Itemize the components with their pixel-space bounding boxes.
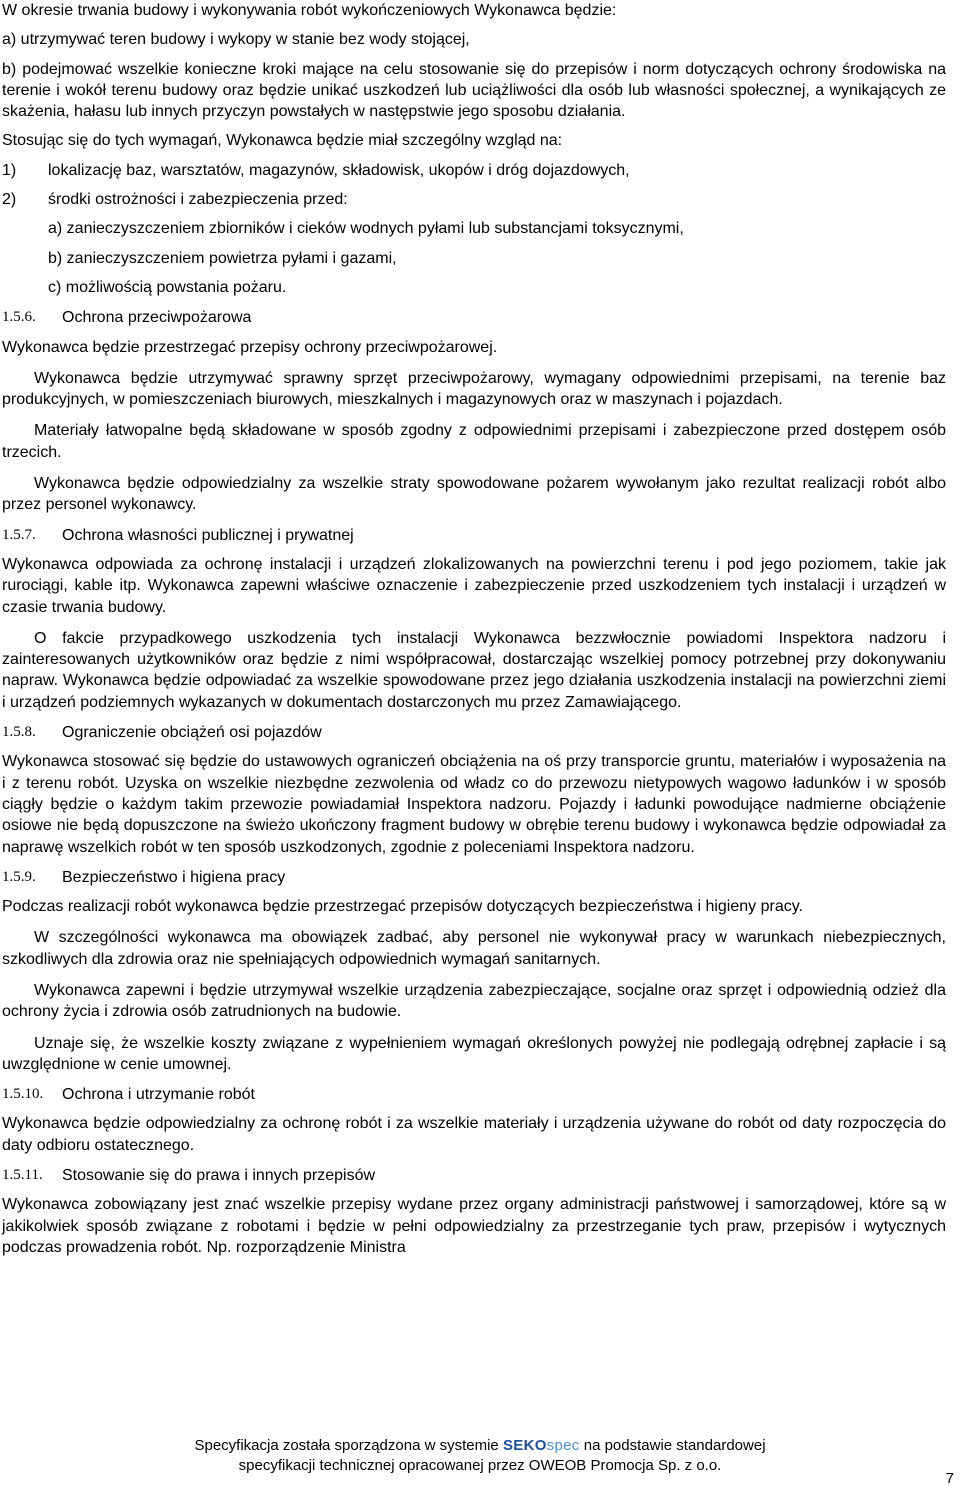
section-heading-1-5-7 [2, 525, 946, 546]
section-number: 1.5.9. [2, 868, 36, 885]
logo-spec: spec [546, 1437, 580, 1454]
intro-item-a: a) utrzymywać teren budowy i wykopy w stanie bez wody stojącej, [2, 31, 470, 49]
section-heading-1-5-11 [2, 1165, 946, 1186]
section-heading-1-5-9 [2, 867, 946, 888]
section-title: Bezpieczeństwo i higiena pracy [62, 868, 286, 886]
paragraph: Wykonawca będzie utrzymywać sprawny sprzęt przeciwpożarowy, wymagany odpowiednimi przepisami, na terenie baz produkcyjnych, w pomieszczeniach biurowych, mieszkalnych i magazynowych oraz w maszynach i pojazdach. [2, 369, 946, 409]
logo-seko: SEKO [502, 1437, 547, 1454]
paragraph: Wykonawca zobowiązany jest znać wszelkie przepisy wydane przez organy administracji państwowej i samorządowej, które są w jakikolwiek sposób związane z robotami i będzie w pełni odpowiedzialny za przestrzeganie tych praw, przepisów i wytycznych podczas prowadzenia robót. Np. rozporządzenie Ministra [2, 1196, 946, 1256]
intro-lead: W okresie trwania budowy i wykonywania robót wykończeniowych Wykonawca będzie: [2, 2, 617, 19]
footer-text-post: na podstawie standardowej [583, 1437, 766, 1454]
section-title: Ochrona przeciwpożarowa [62, 309, 252, 327]
section-title: Ograniczenie obciążeń osi pojazdów [62, 724, 322, 742]
section-title: Stosowanie się do prawa i innych przepisów [62, 1167, 376, 1185]
paragraph: W szczególności wykonawca ma obowiązek zadbać, aby personel nie wykonywał pracy w warunkach niebezpiecznych, szkodliwych dla zdrowia oraz nie spełniających odpowiednich wymagań sanitarnych. [2, 929, 946, 968]
requirements-item-1-number: 1) [2, 161, 17, 179]
section-number: 1.5.6. [2, 309, 36, 326]
footer-line-1 [0, 1436, 960, 1456]
paragraph: Wykonawca będzie odpowiedzialny za wszelkie straty spowodowane pożarem wywołanym jako rezultat realizacji robót albo przez personel wykonawcy. [2, 475, 946, 514]
footer-line-2: specyfikacji technicznej opracowanej przez OWEOB Promocja Sp. z o.o. [238, 1457, 722, 1474]
page-footer [0, 1436, 960, 1476]
paragraph: Wykonawca będzie przestrzegać przepisy ochrony przeciwpożarowej. [2, 338, 498, 356]
section-number: 1.5.10. [2, 1086, 44, 1103]
paragraph: O fakcie przypadkowego uszkodzenia tych instalacji Wykonawca bezzwłocznie powiadomi Inspektora nadzoru i zainteresowanych użytkowników oraz będzie z nimi współpracował, dostarczając wszelkiej pomocy potrzebnej przy dokonywaniu napraw. Wykonawca będzie odpowiadać za wszelkie spowodowane przez jego działania uszkodzenia instalacji na powierzchni ziemi i urządzeń podziemnych wykazanych w dokumentach dostarczonych mu przez Zamawiającego. [2, 629, 946, 711]
section-heading-1-5-6 [2, 307, 946, 328]
section-heading-1-5-8 [2, 722, 946, 743]
section-heading-1-5-10 [2, 1084, 946, 1105]
paragraph: Wykonawca stosować się będzie do ustawowych ograniczeń obciążenia na oś przy transporcie gruntu, materiałów i wyposażenia na i z terenu robót. Uzyska on wszelkie niezbędne zezwolenia od władz co do przewozu nietypowych wagowo ładunków i w sposób ciągły będzie o każdym takim przewozie powiadamiał Inspektora nadzoru. Pojazdy i ładunki powodujące nadmierne obciążenie osiowe nie będą dopuszczone na świeżo ukończony fragment budowy w obrębie terenu budowy i wykonawca będzie odpowiadał za naprawę wszelkich robót w ten sposób uszkodzonych, zgodnie z poleceniami Inspektora nadzoru. [2, 753, 946, 856]
paragraph: Wykonawca zapewni i będzie utrzymywał wszelkie urządzenia zabezpieczające, socjalne oraz sprzęt i odpowiednią odzież dla ochrony życia i zdrowia osób zatrudnionych na budowie. [2, 981, 946, 1021]
page-number: 7 [945, 1470, 954, 1487]
paragraph: Wykonawca odpowiada za ochronę instalacji i urządzeń zlokalizowanych na powierzchni terenu i pod jego poziomem, takie jak rurociągi, kable itp. Wykonawca zapewni właściwe oznaczenie i zabezpieczenie przed uszkodzeniem tych instalacji i urządzeń w czasie trwania budowy. [2, 555, 946, 616]
section-title: Ochrona własności publicznej i prywatnej [62, 526, 354, 544]
requirements-subitem-a: a) zanieczyszczeniem zbiorników i cieków wodnych pyłami lub substancjami toksycznymi, [48, 220, 684, 238]
paragraph: Podczas realizacji robót wykonawca będzie przestrzegać przepisów dotyczących bezpieczeństwa i higieny pracy. [2, 898, 803, 916]
requirements-item-2-text: środki ostrożności i zabezpieczenia przed: [48, 191, 348, 209]
document-page [2, 0, 946, 1495]
paragraph: Materiały łatwopalne będą składowane w sposób zgodny z odpowiednimi przepisami i zabezpieczone przed dostępem osób trzecich. [2, 422, 946, 461]
section-number: 1.5.7. [2, 526, 36, 543]
requirements-subitem-b: b) zanieczyszczeniem powietrza pyłami i gazami, [48, 249, 397, 267]
requirements-lead: Stosując się do tych wymagań, Wykonawca będzie miał szczególny wzgląd na: [2, 132, 563, 150]
requirements-item-2 [2, 189, 946, 210]
requirements-item-2-number: 2) [2, 191, 17, 209]
requirements-subitem-c: c) możliwością powstania pożaru. [48, 278, 287, 296]
requirements-item-1-text: lokalizację baz, warsztatów, magazynów, składowisk, ukopów i dróg dojazdowych, [48, 161, 630, 179]
requirements-item-1 [2, 160, 946, 181]
paragraph: Wykonawca będzie odpowiedzialny za ochronę robót i za wszelkie materiały i urządzenia używane do robót od daty rozpoczęcia do daty odbioru ostatecznego. [2, 1115, 946, 1154]
sekospec-logo [503, 1437, 580, 1454]
section-title: Ochrona i utrzymanie robót [62, 1086, 255, 1104]
footer-text-pre: Specyfikacja została sporządzona w systemie [194, 1437, 499, 1454]
paragraph: Uznaje się, że wszelkie koszty związane z wypełnieniem wymagań określonych powyżej nie podlegają odrębnej zapłacie i są uwzględnione w cenie umownej. [2, 1034, 946, 1073]
section-number: 1.5.11. [2, 1167, 43, 1184]
intro-item-b: b) podejmować wszelkie konieczne kroki mające na celu stosowanie się do przepisów i norm dotyczących ochrony środowiska na terenie i wokół terenu budowy oraz będzie unikać uszkodzeń lub uciążliwości dla osób lub własności społecznej, a wynikających ze skażenia, hałasu lub innych przyczyn powstałych w następstwie jego sposobu działania. [2, 60, 946, 121]
section-number: 1.5.8. [2, 724, 36, 741]
